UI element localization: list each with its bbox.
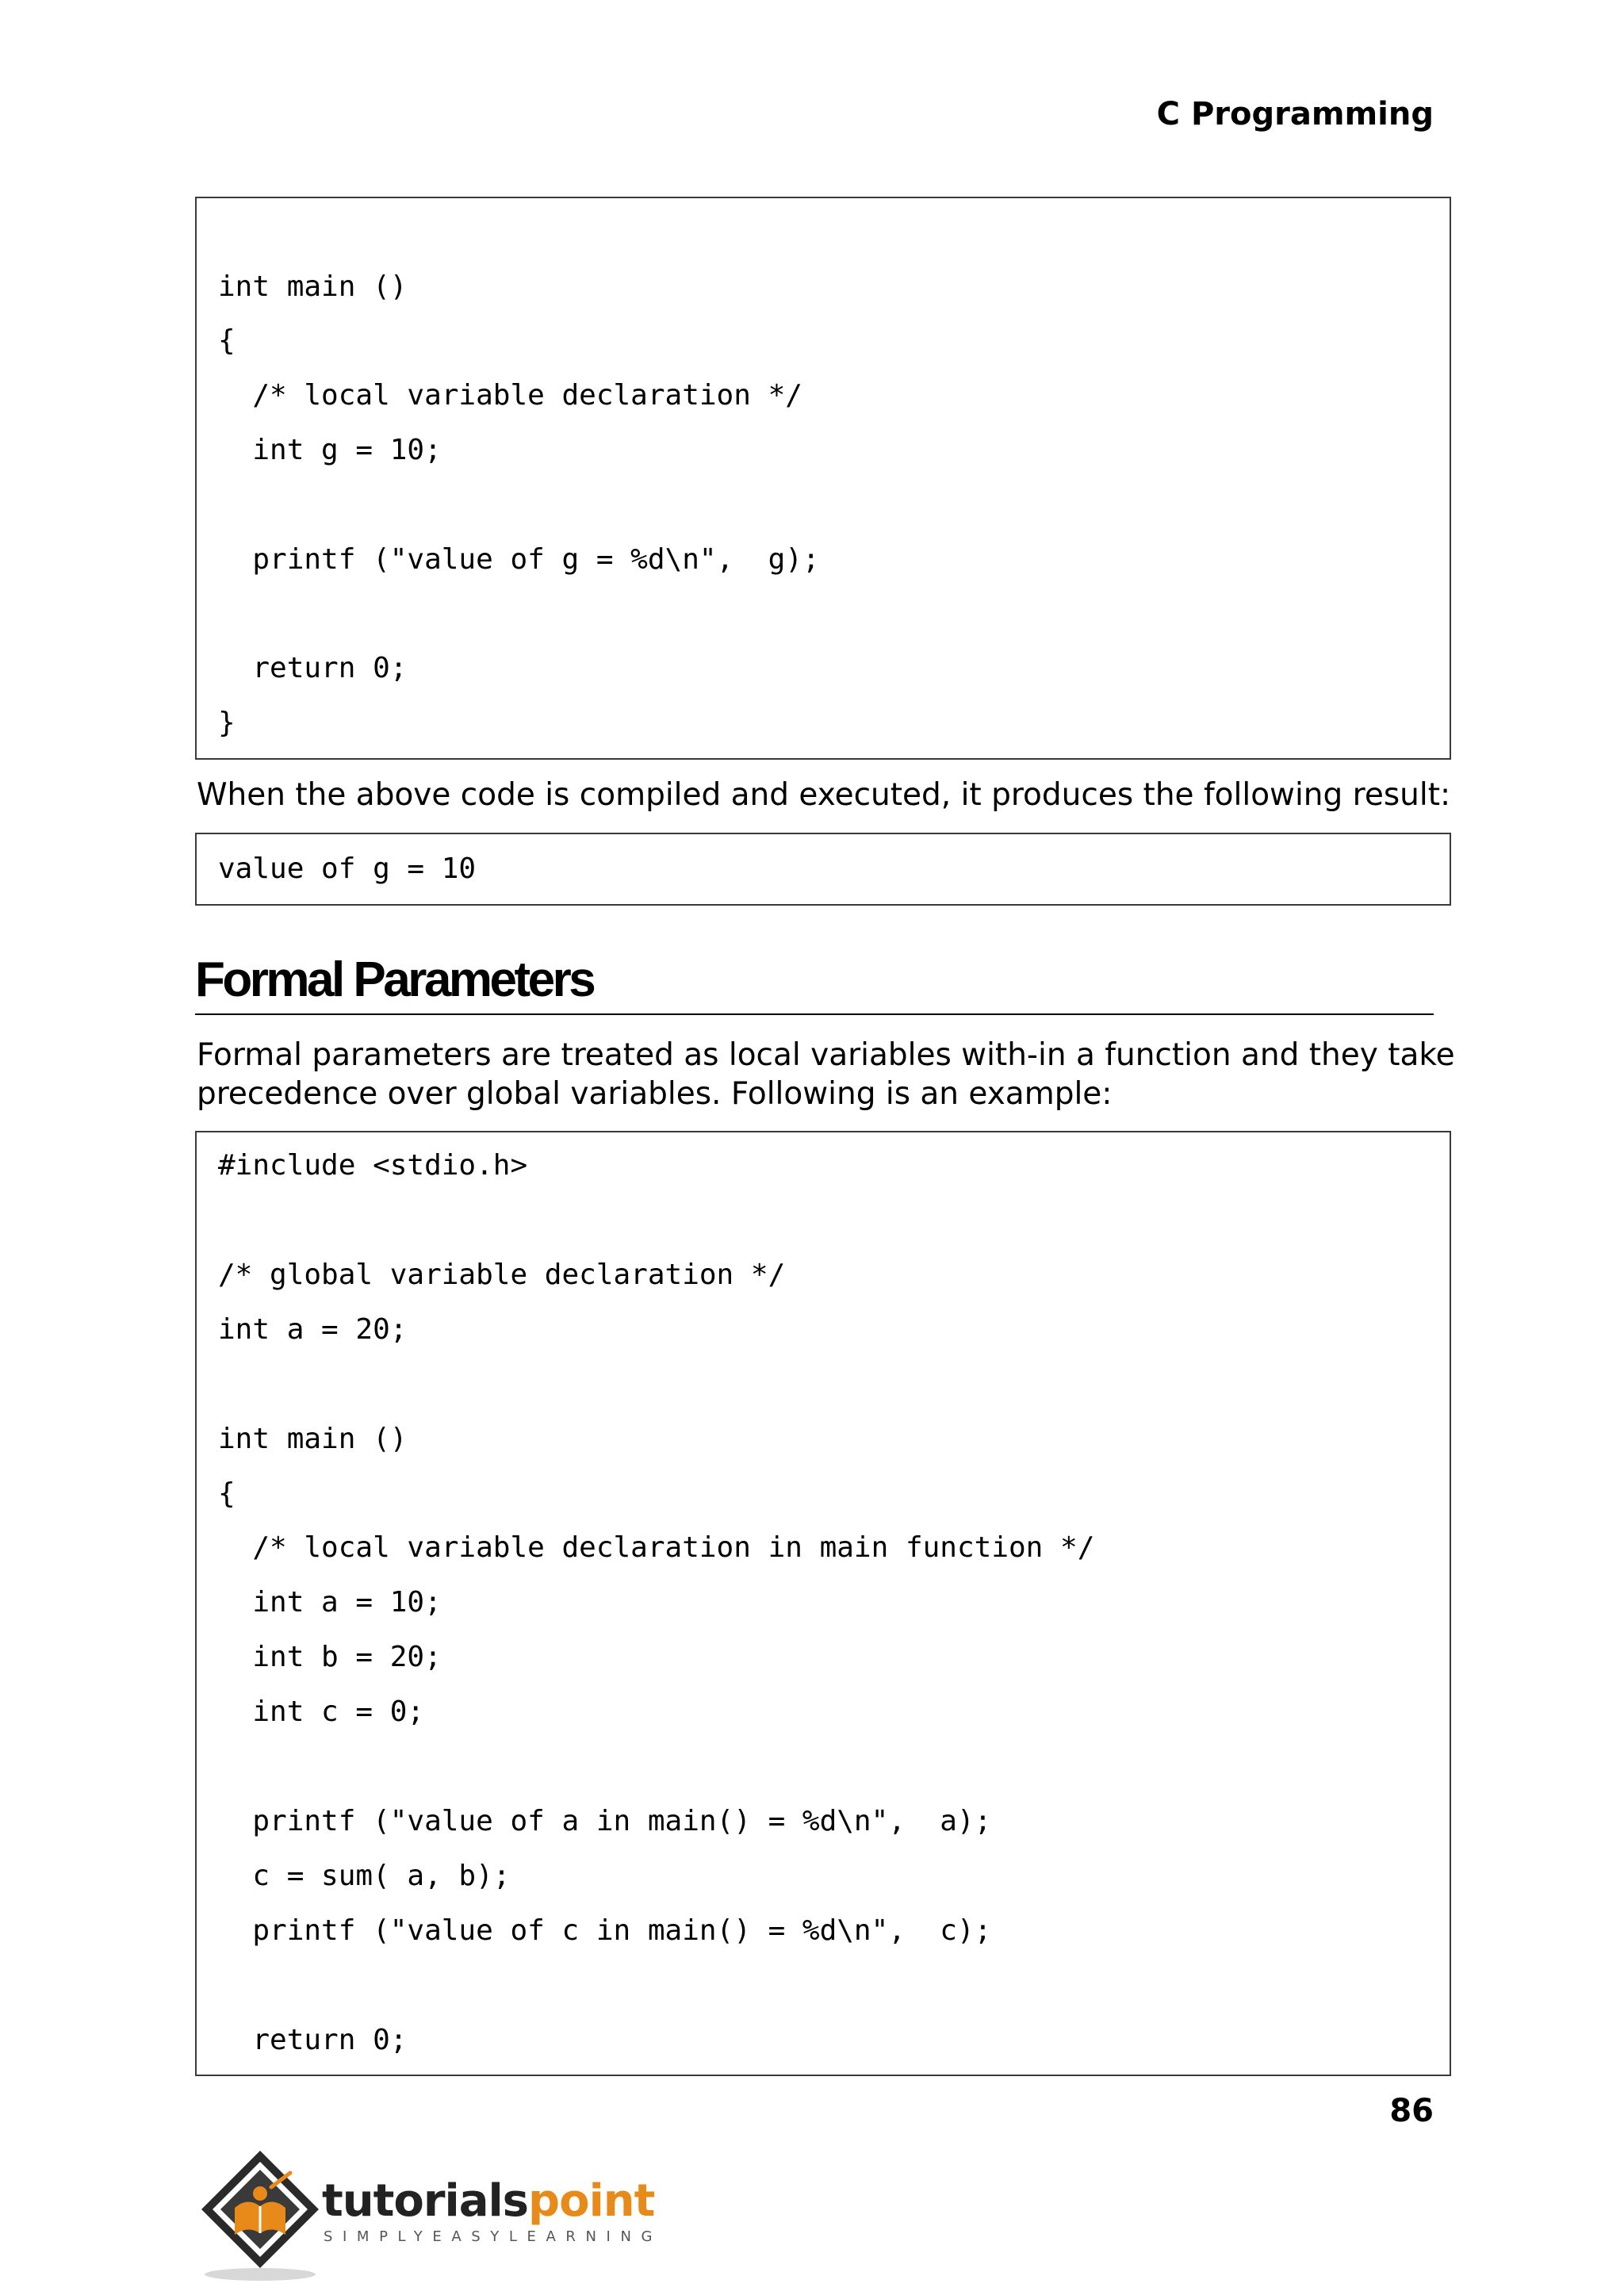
code-line: c = sum( a, b); — [218, 1860, 511, 1892]
code-line: int b = 20; — [218, 1641, 442, 1673]
code-line: printf ("value of g = %d\n", g); — [218, 543, 820, 576]
code-block-formal-params — [195, 1131, 1451, 2076]
code-line: int a = 10; — [218, 1586, 442, 1619]
code-line: /* global variable declaration */ — [218, 1259, 786, 1291]
logo-wordmark — [322, 2175, 655, 2227]
code-block-main-g — [195, 197, 1451, 760]
section-paragraph-line: precedence over global variables. Following is an example: — [197, 1076, 1113, 1112]
logo-tagline: SIMPLYEASYLEARNING — [324, 2228, 663, 2245]
output-line: value of g = 10 — [218, 852, 477, 885]
code-line: { — [218, 324, 236, 357]
running-header-title: C Programming — [1156, 96, 1434, 132]
page-number: 86 — [1389, 2093, 1434, 2129]
code-line: return 0; — [218, 2024, 408, 2056]
section-title-rule — [195, 1013, 1434, 1015]
result-intro-text: When the above code is compiled and executed, it produces the following result: — [197, 777, 1451, 813]
output-block — [195, 833, 1451, 906]
code-line: return 0; — [218, 652, 408, 684]
section-title: Formal Parameters — [195, 952, 594, 1007]
code-line: int main () — [218, 1423, 408, 1455]
code-line: int g = 10; — [218, 434, 442, 466]
logo-word-part-1: tutorials — [322, 2175, 529, 2227]
code-line: } — [218, 707, 236, 739]
code-line: printf ("value of a in main() = %d\n", a); — [218, 1805, 992, 1837]
code-line: int main () — [218, 270, 408, 303]
code-line: { — [218, 1477, 236, 1510]
logo-word-part-2: point — [528, 2175, 655, 2227]
section-paragraph-line: Formal parameters are treated as local variables with-in a function and they take — [197, 1037, 1455, 1073]
tutorialspoint-logo-icon — [195, 2141, 330, 2284]
code-line: #include <stdio.h> — [218, 1149, 528, 1182]
code-line: printf ("value of c in main() = %d\n", c); — [218, 1914, 992, 1947]
code-line: int c = 0; — [218, 1695, 425, 1728]
code-line: /* local variable declaration in main function */ — [218, 1531, 1095, 1564]
code-line: int a = 20; — [218, 1313, 408, 1346]
code-line: /* local variable declaration */ — [218, 379, 802, 412]
tutorialspoint-logo — [195, 2141, 663, 2284]
